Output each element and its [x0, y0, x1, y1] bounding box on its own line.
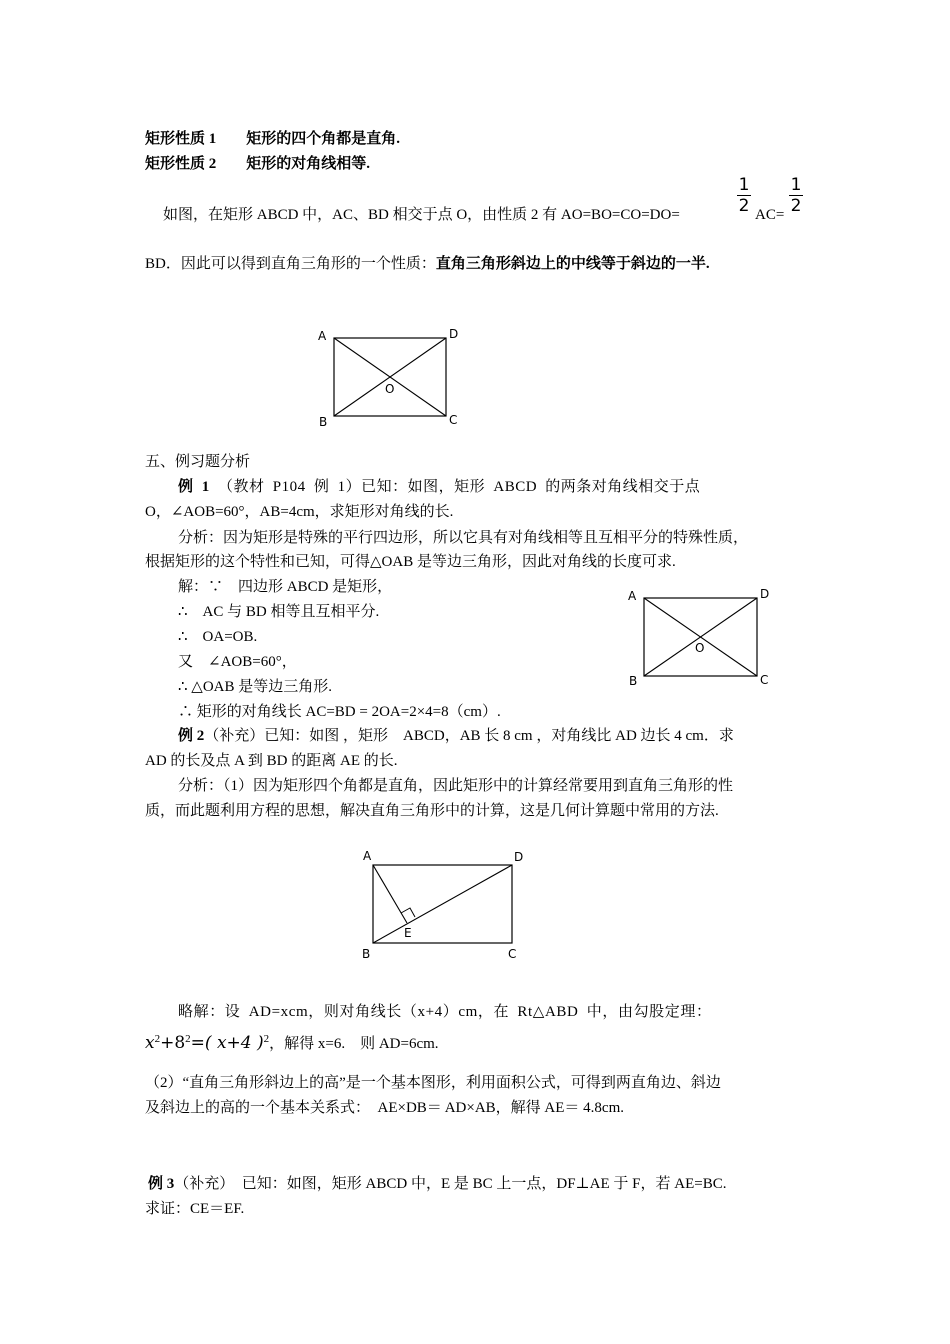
label-a: A: [318, 329, 327, 343]
fraction-numerator: 1: [738, 175, 750, 195]
label-o: O: [695, 641, 705, 655]
fraction-denominator: 2: [738, 196, 750, 216]
fraction-half-1: [737, 176, 751, 216]
label-b: B: [629, 674, 638, 688]
example1-line2: O，∠AOB=60°，AB=4cm，求矩形对角线的长.: [145, 504, 454, 520]
equation-sup-3: 2: [263, 1033, 270, 1045]
label-b: B: [319, 415, 328, 429]
rectangle-figure-1: [314, 322, 464, 432]
fraction-half-2: [789, 176, 803, 216]
property-1: [145, 129, 400, 149]
label-e: E: [404, 926, 412, 940]
example1-text: （教材 P104 例 1）已知：如图，矩形 ABCD 的两条对角线相交于点: [218, 479, 701, 495]
equation-x: x: [145, 1033, 155, 1053]
fraction-denominator: 2: [790, 196, 802, 216]
label-b: B: [362, 947, 371, 961]
example3-line2: 求证：CE＝EF.: [145, 1201, 245, 1217]
property-1-text: 矩形的四个角都是直角.: [246, 131, 401, 147]
example3-text: （补充） 已知：如图，矩形 ABCD 中，E 是 BC 上一点，DF⊥AE 于 F，若 AE=BC.: [174, 1176, 727, 1192]
example2-part2-line2: 及斜边上的高的一个基本关系式： AE×DB＝ AD×AB，解得 AE＝ 4.8cm.: [145, 1100, 624, 1116]
example2-brief1: 略解：设 AD=xcm，则对角线长（x+4）cm，在 Rt△ABD 中，由勾股定理：: [178, 1004, 712, 1020]
label-c: C: [449, 413, 458, 427]
property-1-label: 矩形性质 1: [145, 131, 217, 147]
example1-analysis1: 分析：因为矩形是特殊的平行四边形，所以它具有对角线相等且互相平分的特殊性质，: [178, 530, 749, 546]
label-a: A: [363, 849, 372, 863]
example2-line2: AD 的长及点 A 到 BD 的距离 AE 的长.: [145, 753, 398, 769]
example1-sol6: ∴ 矩形的对角线长 AC=BD = 2OA=2×4=8（cm）.: [178, 704, 501, 720]
para1-line2: [145, 254, 710, 274]
equation-result: ，解得 x=6. 则 AD=6cm.: [269, 1036, 439, 1052]
fraction-numerator: 1: [790, 175, 802, 195]
equation-line: [145, 1029, 439, 1054]
example2-label: 例 2: [178, 728, 205, 744]
example1-line1: [178, 477, 700, 497]
para1-ac: AC=: [755, 207, 785, 223]
label-o: O: [385, 382, 395, 396]
example3-line1: [148, 1174, 726, 1194]
example3-label: 例 3: [148, 1176, 175, 1192]
example1-sol5: ∴ △OAB 是等边三角形.: [178, 679, 332, 695]
label-d: D: [760, 587, 770, 601]
para1-line2-text: BD．因此可以得到直角三角形的一个性质：: [145, 256, 436, 272]
rectangle-figure-3: [354, 844, 534, 964]
section-5-heading: 五、例习题分析: [145, 454, 251, 470]
example2-analysis2: 质，而此题利用方程的思想，解决直角三角形中的计算，这是几何计算题中常用的方法.: [145, 803, 719, 819]
label-a: A: [628, 589, 637, 603]
example2-line1: [178, 726, 734, 746]
rectangle-figure-2: [624, 584, 779, 692]
equation-sup-1: 2: [154, 1033, 161, 1045]
property-2-label: 矩形性质 2: [145, 156, 217, 172]
example1-analysis2: 根据矩形的这个特性和已知，可得△OAB 是等边三角形，因此对角线的长度可求.: [145, 554, 676, 570]
example2-part2-line1: （2）“直角三角形斜边上的高”是一个基本图形，利用面积公式，可得到两直角边、斜边: [145, 1075, 721, 1091]
example1-sol2: ∴ AC 与 BD 相等且互相平分.: [178, 604, 380, 620]
example1-sol1: 解：∵ 四边形 ABCD 是矩形，: [178, 579, 393, 595]
label-c: C: [760, 673, 769, 687]
para1-line1: 如图，在矩形 ABCD 中，AC、BD 相交于点 O，由性质 2 有 AO=BO=CO=DO=: [163, 207, 680, 223]
label-d: D: [449, 327, 459, 341]
diagonal-bd: [373, 865, 512, 943]
perpendicular-ae: [373, 865, 407, 923]
example1-label: 例 1: [178, 479, 210, 495]
label-c: C: [508, 947, 517, 961]
para1-line2-bold: 直角三角形斜边上的中线等于斜边的一半.: [435, 256, 710, 272]
example1-sol4: 又 ∠AOB=60°，: [178, 654, 297, 670]
property-2-text: 矩形的对角线相等.: [246, 156, 371, 172]
equation-plus8: +8: [160, 1033, 186, 1053]
property-2: [145, 154, 370, 174]
example2-text: （补充）已知：如图 ，矩形 ABCD，AB 长 8 cm ，对角线比 AD 边长 4 cm．求: [204, 728, 734, 744]
equation-paren: ( x+4 ): [204, 1033, 264, 1053]
label-d: D: [514, 850, 524, 864]
example1-sol3: ∴ OA=OB.: [178, 629, 258, 645]
equation-equals: =: [190, 1033, 205, 1053]
example2-analysis1: 分析：（1）因为矩形四个角都是直角，因此矩形中的计算经常要用到直角三角形的性: [178, 778, 734, 794]
equation-sup-2: 2: [185, 1033, 191, 1045]
